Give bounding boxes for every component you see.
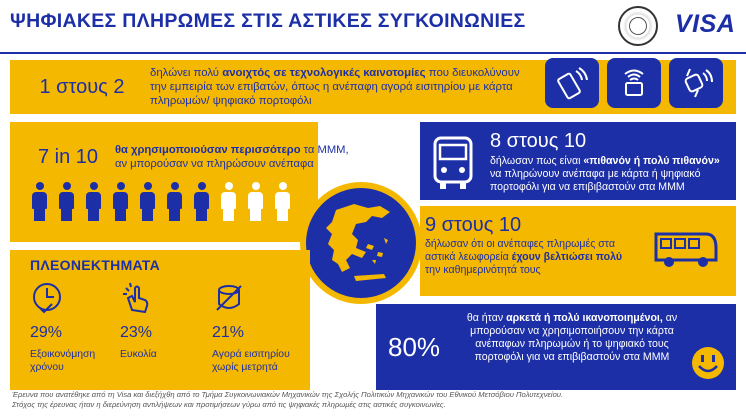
stat4-text: δήλωσαν ότι οι ανέπαφες πληρωμές στα αστικά λεωφορεία έχουν βελτιώσει πολύ την καθημερινότητά τους [425, 238, 622, 276]
stat3-value: 8 στους 10 [490, 130, 587, 152]
benefit-label-3: Αγορά εισιτηρίου χωρίς μετρητά [212, 349, 290, 373]
stat5-text: θα ήταν αρκετά ή πολύ ικανοποιημένοι, αν μπορούσαν να χρησιμοποιήσουν την κάρτα ανέπαφων πληρωμών ή το ψηφιακό τους πορτοφόλι για να επιβιβαστούν στα ΜΜΜ [466, 312, 678, 363]
person-icon [30, 182, 49, 222]
header-divider [0, 52, 746, 54]
benefit-label-1: Εξοικονόμηση χρόνου [30, 349, 96, 373]
contactless-card-icon [607, 58, 661, 108]
tap-hand-icon [120, 280, 154, 319]
person-icon [57, 182, 76, 222]
stat2-value: 7 in 10 [38, 146, 99, 168]
person-icon [273, 182, 292, 222]
footer-note [12, 390, 737, 409]
benefit-pct-1: 29% [30, 324, 63, 341]
no-coins-icon [212, 280, 246, 319]
stat2-text: θα χρησιμοποιούσαν περισσότερο τα ΜΜΜ, αν μπορούσαν να πληρώσουν ανέπαφα [115, 144, 349, 170]
benefit-pct-2: 23% [120, 324, 153, 341]
stat3-text: δήλωσαν πως είναι «πιθανόν ή πολύ πιθανόν» να πληρώνουν ανέπαφα με κάρτα ή ψηφιακό πορτοφόλι για να επιβιβαστούν στα ΜΜΜ [490, 155, 720, 193]
benefit-label-2: Ευκολία [120, 349, 157, 360]
person-icon [219, 182, 238, 222]
person-icon [192, 182, 211, 222]
stat5-value: 80% [388, 332, 441, 362]
stat1-text: δηλώνει πολύ ανοιχτός σε τεχνολογικές καινοτομίες που διευκολύνουν την εμπειρία των επιβατών, όπως η ανέπαφη αγορά εισιτηρίου με κάρτα πληρωμών/ ψηφιακό πορτοφόλι [150, 67, 520, 107]
university-seal-icon [618, 6, 658, 46]
stat1-value: 1 στους 2 [39, 75, 125, 98]
contactless-phone-icon [545, 58, 599, 108]
benefit-pct-3: 21% [212, 324, 245, 341]
people-pictogram [30, 182, 300, 222]
greece-map-icon [300, 182, 422, 304]
person-icon [246, 182, 265, 222]
footer-line-1: Έρευνα που ανατέθηκε από τη Visa και διεξήχθη από το Τμήμα Συγκοινωνιακών Μηχανικών της Σχολής Πολιτικών Μηχανικών του Εθνικού Μετσόβιου Πολυτεχνείου. [12, 390, 564, 399]
bus-icon [432, 135, 474, 196]
page-title: ΨΗΦΙΑΚΕΣ ΠΛΗΡΩΜΕΣ ΣΤΙΣ ΑΣΤΙΚΕΣ ΣΥΓΚΟΙΝΩΝΙΕΣ [10, 10, 526, 32]
person-icon [138, 182, 157, 222]
coach-bus-icon [653, 228, 719, 277]
benefits-title: ΠΛΕΟΝΕΚΤΗΜΑΤΑ [30, 257, 161, 273]
person-icon [165, 182, 184, 222]
visa-logo: VISA [675, 10, 736, 38]
smiley-icon [690, 345, 726, 386]
clock-check-icon [30, 280, 64, 319]
person-icon [111, 182, 130, 222]
stat4-value: 9 στους 10 [425, 214, 522, 236]
footer-line-2: Στόχος της έρευνας ήταν η διερεύνηση αντιλήψεων και προτιμήσεων γύρω από τις ψηφιακές πληρωμές στις αστικές συγκοινωνίες. [12, 399, 446, 409]
person-icon [84, 182, 103, 222]
contactless-watch-icon [669, 58, 723, 108]
